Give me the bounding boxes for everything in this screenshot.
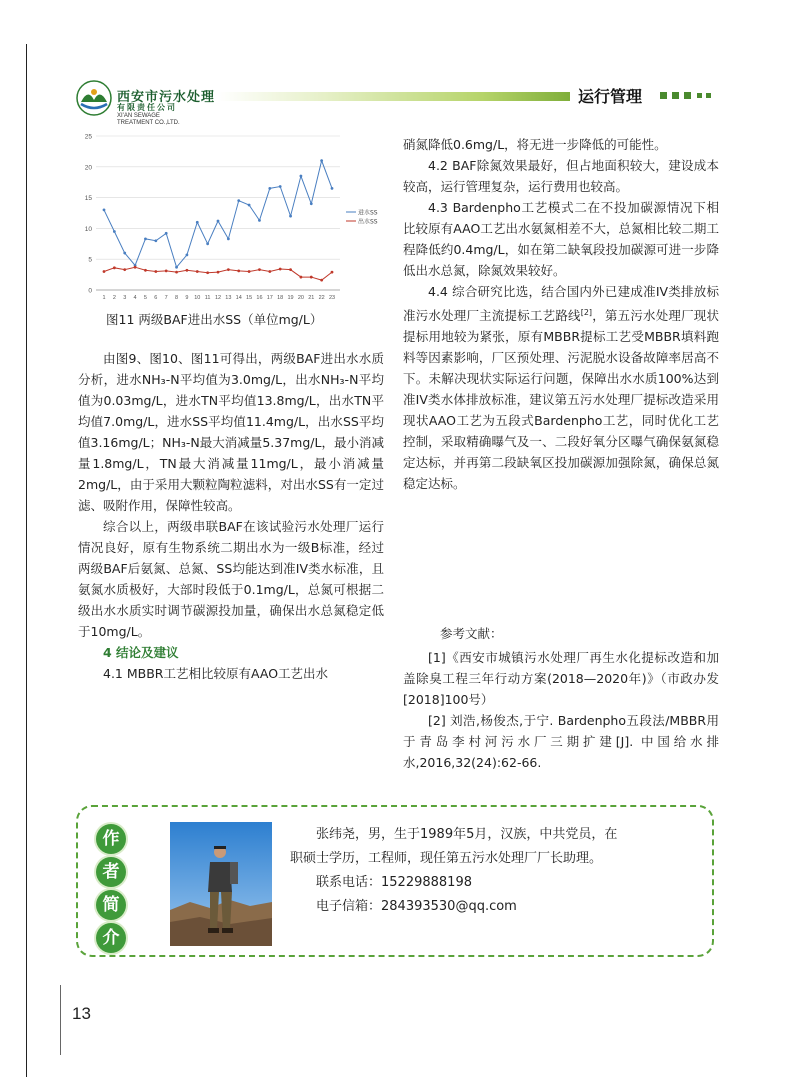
data-point bbox=[320, 279, 323, 282]
data-point bbox=[186, 269, 189, 272]
figure-caption: 图11 两级BAF进出水SS（单位mg/L） bbox=[106, 312, 323, 327]
header-square bbox=[672, 92, 679, 99]
x-tick-label: 14 bbox=[235, 295, 242, 301]
data-point bbox=[331, 271, 334, 274]
data-point bbox=[175, 266, 178, 269]
reference-item: [1]《西安市城镇污水处理厂再生水化提标改造和加盖除臭工程三年行动方案(2018—2020年)》（市政办发[2018]100号） bbox=[403, 650, 719, 707]
data-point bbox=[320, 159, 323, 162]
left-column bbox=[78, 348, 384, 684]
ss-line-chart bbox=[78, 130, 388, 306]
data-point bbox=[279, 268, 282, 271]
author-email: 电子信箱：284393530@qq.com bbox=[316, 899, 517, 914]
paragraph-text: 4.4 综合研究比选，结合国内外已建成准IV类排放标准污水处理厂主流提标工艺路线 bbox=[403, 284, 719, 324]
data-point bbox=[217, 220, 220, 223]
logo-text-cn: 西安市污水处理 bbox=[117, 90, 216, 105]
x-tick-label: 13 bbox=[225, 295, 232, 301]
y-tick-label: 15 bbox=[84, 195, 92, 203]
paragraph: 4.1 MBBR工艺相比较原有AAO工艺出水 bbox=[103, 666, 329, 681]
author-tag-char: 简 bbox=[96, 890, 126, 920]
y-tick-label: 0 bbox=[88, 287, 92, 295]
data-point bbox=[175, 271, 178, 274]
data-point bbox=[310, 202, 313, 205]
y-tick-label: 5 bbox=[88, 256, 92, 264]
paragraph: 综合以上，两级串联BAF在该试验污水处理厂运行情况良好，原有生物系统二期出水为一级B标准，经过两级BAF后氨氮、总氮、SS均能达到准IV类水标准，且氨氮水质极好，大部时段低于0.1mg/L，总氮可根据二级出水水质实时调节碳源投加量，确保出水总氮稳定低于10mg/L。 bbox=[78, 519, 384, 639]
data-point bbox=[144, 237, 147, 240]
series-line bbox=[104, 267, 332, 280]
header-square bbox=[684, 92, 691, 99]
author-bio-line: 职硕士学历，工程师，现任第五污水处理厂厂长助理。 bbox=[290, 851, 603, 866]
x-tick-label: 1 bbox=[102, 295, 106, 301]
x-tick-label: 22 bbox=[318, 295, 325, 301]
author-tag-char: 介 bbox=[96, 923, 126, 953]
y-tick-label: 20 bbox=[84, 164, 92, 172]
data-point bbox=[331, 187, 334, 190]
series-line bbox=[104, 161, 332, 268]
data-point bbox=[206, 242, 209, 245]
x-tick-label: 2 bbox=[112, 295, 116, 301]
y-tick-label: 10 bbox=[84, 225, 92, 233]
logo-text-en: XI'AN SEWAGE bbox=[117, 113, 160, 119]
x-tick-label: 19 bbox=[287, 295, 294, 301]
data-point bbox=[258, 268, 261, 271]
data-point bbox=[237, 270, 240, 273]
author-tag-char: 作 bbox=[96, 824, 126, 854]
citation-ref: [2] bbox=[580, 308, 593, 317]
paragraph: 4.3 Bardenpho工艺模式二在不投加碳源情况下相比较原有AAO工艺出水氨氮相差不大，总氮相比较二期工程降低约0.4mg/L，如在第二缺氧段投加碳源可进一步降低出水总氮，除氮效果较好。 bbox=[403, 200, 719, 278]
author-photo bbox=[170, 822, 272, 946]
data-point bbox=[289, 268, 292, 271]
data-point bbox=[300, 276, 303, 279]
data-point bbox=[227, 268, 230, 271]
data-point bbox=[196, 221, 199, 224]
reference-item: [2] 刘浩,杨俊杰,于宁. Bardenpho五段法/MBBR用于青岛李村河污水厂三期扩建[J]. 中国给水排水,2016,32(24):62-66. bbox=[403, 713, 719, 770]
x-tick-label: 23 bbox=[328, 295, 336, 301]
data-point bbox=[268, 270, 271, 273]
data-point bbox=[154, 270, 157, 273]
logo-text-cn-sub: 有限责任公司 bbox=[117, 103, 177, 112]
page-number-rule bbox=[60, 985, 61, 1055]
author-tag-char: 者 bbox=[96, 857, 126, 887]
logo-text-en-sub: TREATMENT CO.,LTD. bbox=[117, 120, 180, 126]
data-point bbox=[165, 232, 168, 235]
data-point bbox=[310, 276, 313, 279]
x-tick-label: 21 bbox=[308, 295, 315, 301]
data-point bbox=[227, 237, 230, 240]
x-tick-label: 8 bbox=[175, 295, 179, 301]
data-point bbox=[165, 270, 168, 273]
data-point bbox=[279, 185, 282, 188]
data-point bbox=[154, 239, 157, 242]
data-point bbox=[258, 219, 261, 222]
data-point bbox=[113, 230, 116, 233]
company-logo bbox=[76, 80, 112, 116]
data-point bbox=[237, 199, 240, 202]
x-tick-label: 10 bbox=[194, 295, 201, 301]
data-point bbox=[196, 270, 199, 273]
data-point bbox=[268, 187, 271, 190]
author-bio-line: 张纬尧，男，生于1989年5月，汉族，中共党员，在 bbox=[316, 827, 618, 842]
data-point bbox=[103, 270, 106, 273]
references-list bbox=[403, 647, 719, 773]
x-tick-label: 12 bbox=[214, 295, 222, 301]
x-tick-label: 6 bbox=[154, 295, 158, 301]
section-heading: 4 结论及建议 bbox=[103, 645, 179, 660]
data-point bbox=[217, 271, 220, 274]
paragraph: 由图9、图10、图11可得出，两级BAF进出水水质分析，进水NH₃-N平均值为3.0mg/L，出水NH₃-N平均值为0.03mg/L，进水TN平均值13.8mg/L，出水TN平均值7.0mg/L，进水SS平均值11.4mg/L，出水SS平均值3.16mg/L；NH₃-N最大消减量5.37mg/L，最小消减量1.8mg/L，TN最大消减量11mg/L，最小消减量2mg/L，由于采用大颗粒陶粒滤料，对出水SS有一定过滤、吸附作用，保障性较高。 bbox=[78, 351, 384, 513]
data-point bbox=[144, 269, 147, 272]
author-bio bbox=[290, 823, 702, 919]
x-tick-label: 9 bbox=[185, 295, 189, 301]
y-tick-label: 25 bbox=[84, 133, 92, 141]
x-tick-label: 18 bbox=[277, 295, 284, 301]
header-square bbox=[706, 93, 711, 98]
x-tick-label: 7 bbox=[164, 295, 168, 301]
legend-label: 出水SS bbox=[358, 218, 378, 226]
author-phone: 联系电话：15229888198 bbox=[316, 875, 472, 890]
data-point bbox=[123, 268, 126, 271]
data-point bbox=[186, 253, 189, 256]
data-point bbox=[206, 271, 209, 274]
header-square bbox=[697, 93, 702, 98]
section-title: 运行管理 bbox=[578, 87, 643, 106]
paragraph: 4.2 BAF除氮效果最好，但占地面积较大，建设成本较高，运行管理复杂，运行费用也较高。 bbox=[403, 158, 719, 194]
data-point bbox=[248, 270, 251, 273]
paragraph bbox=[403, 281, 719, 494]
x-tick-label: 15 bbox=[246, 295, 253, 301]
data-point bbox=[289, 215, 292, 218]
x-tick-label: 4 bbox=[133, 295, 137, 301]
x-tick-label: 5 bbox=[143, 295, 147, 301]
x-tick-label: 11 bbox=[204, 295, 211, 301]
data-point bbox=[134, 266, 137, 269]
x-tick-label: 3 bbox=[123, 295, 127, 301]
x-tick-label: 16 bbox=[256, 295, 263, 301]
header-square bbox=[660, 92, 667, 99]
x-tick-label: 17 bbox=[266, 295, 273, 301]
references-title: 参考文献： bbox=[440, 626, 503, 641]
paragraph: 硝氮降低0.6mg/L，将无进一步降低的可能性。 bbox=[403, 137, 667, 152]
data-point bbox=[113, 266, 116, 269]
data-point bbox=[300, 175, 303, 178]
legend-label: 进水SS bbox=[358, 209, 378, 217]
page-number: 13 bbox=[72, 1004, 91, 1023]
data-point bbox=[248, 204, 251, 207]
right-column bbox=[403, 134, 719, 494]
x-tick-label: 20 bbox=[297, 295, 304, 301]
left-border-line bbox=[26, 44, 27, 1077]
header-gradient-bar bbox=[218, 92, 570, 101]
data-point bbox=[103, 209, 106, 212]
data-point bbox=[123, 252, 126, 255]
paragraph-text: ，第五污水处理厂现状提标用地较为紧张，原有MBBR提标工艺受MBBR填料跑料等因素影响，厂区预处理、污泥脱水设备故障率居高不下。未解决现状实际运行问题，保障出水水质100%达到准IV类水体排放标准，建议第五污水处理厂提标改造采用现状AAO工艺为五段式Bardenpho工艺，同时优化工艺控制，采取精确曝气及一、二段好氧分区曝气确保氨氮稳定达标，并再第二段缺氧区投加碳源加强除氮，确保总氮稳定达标。 bbox=[403, 308, 719, 492]
